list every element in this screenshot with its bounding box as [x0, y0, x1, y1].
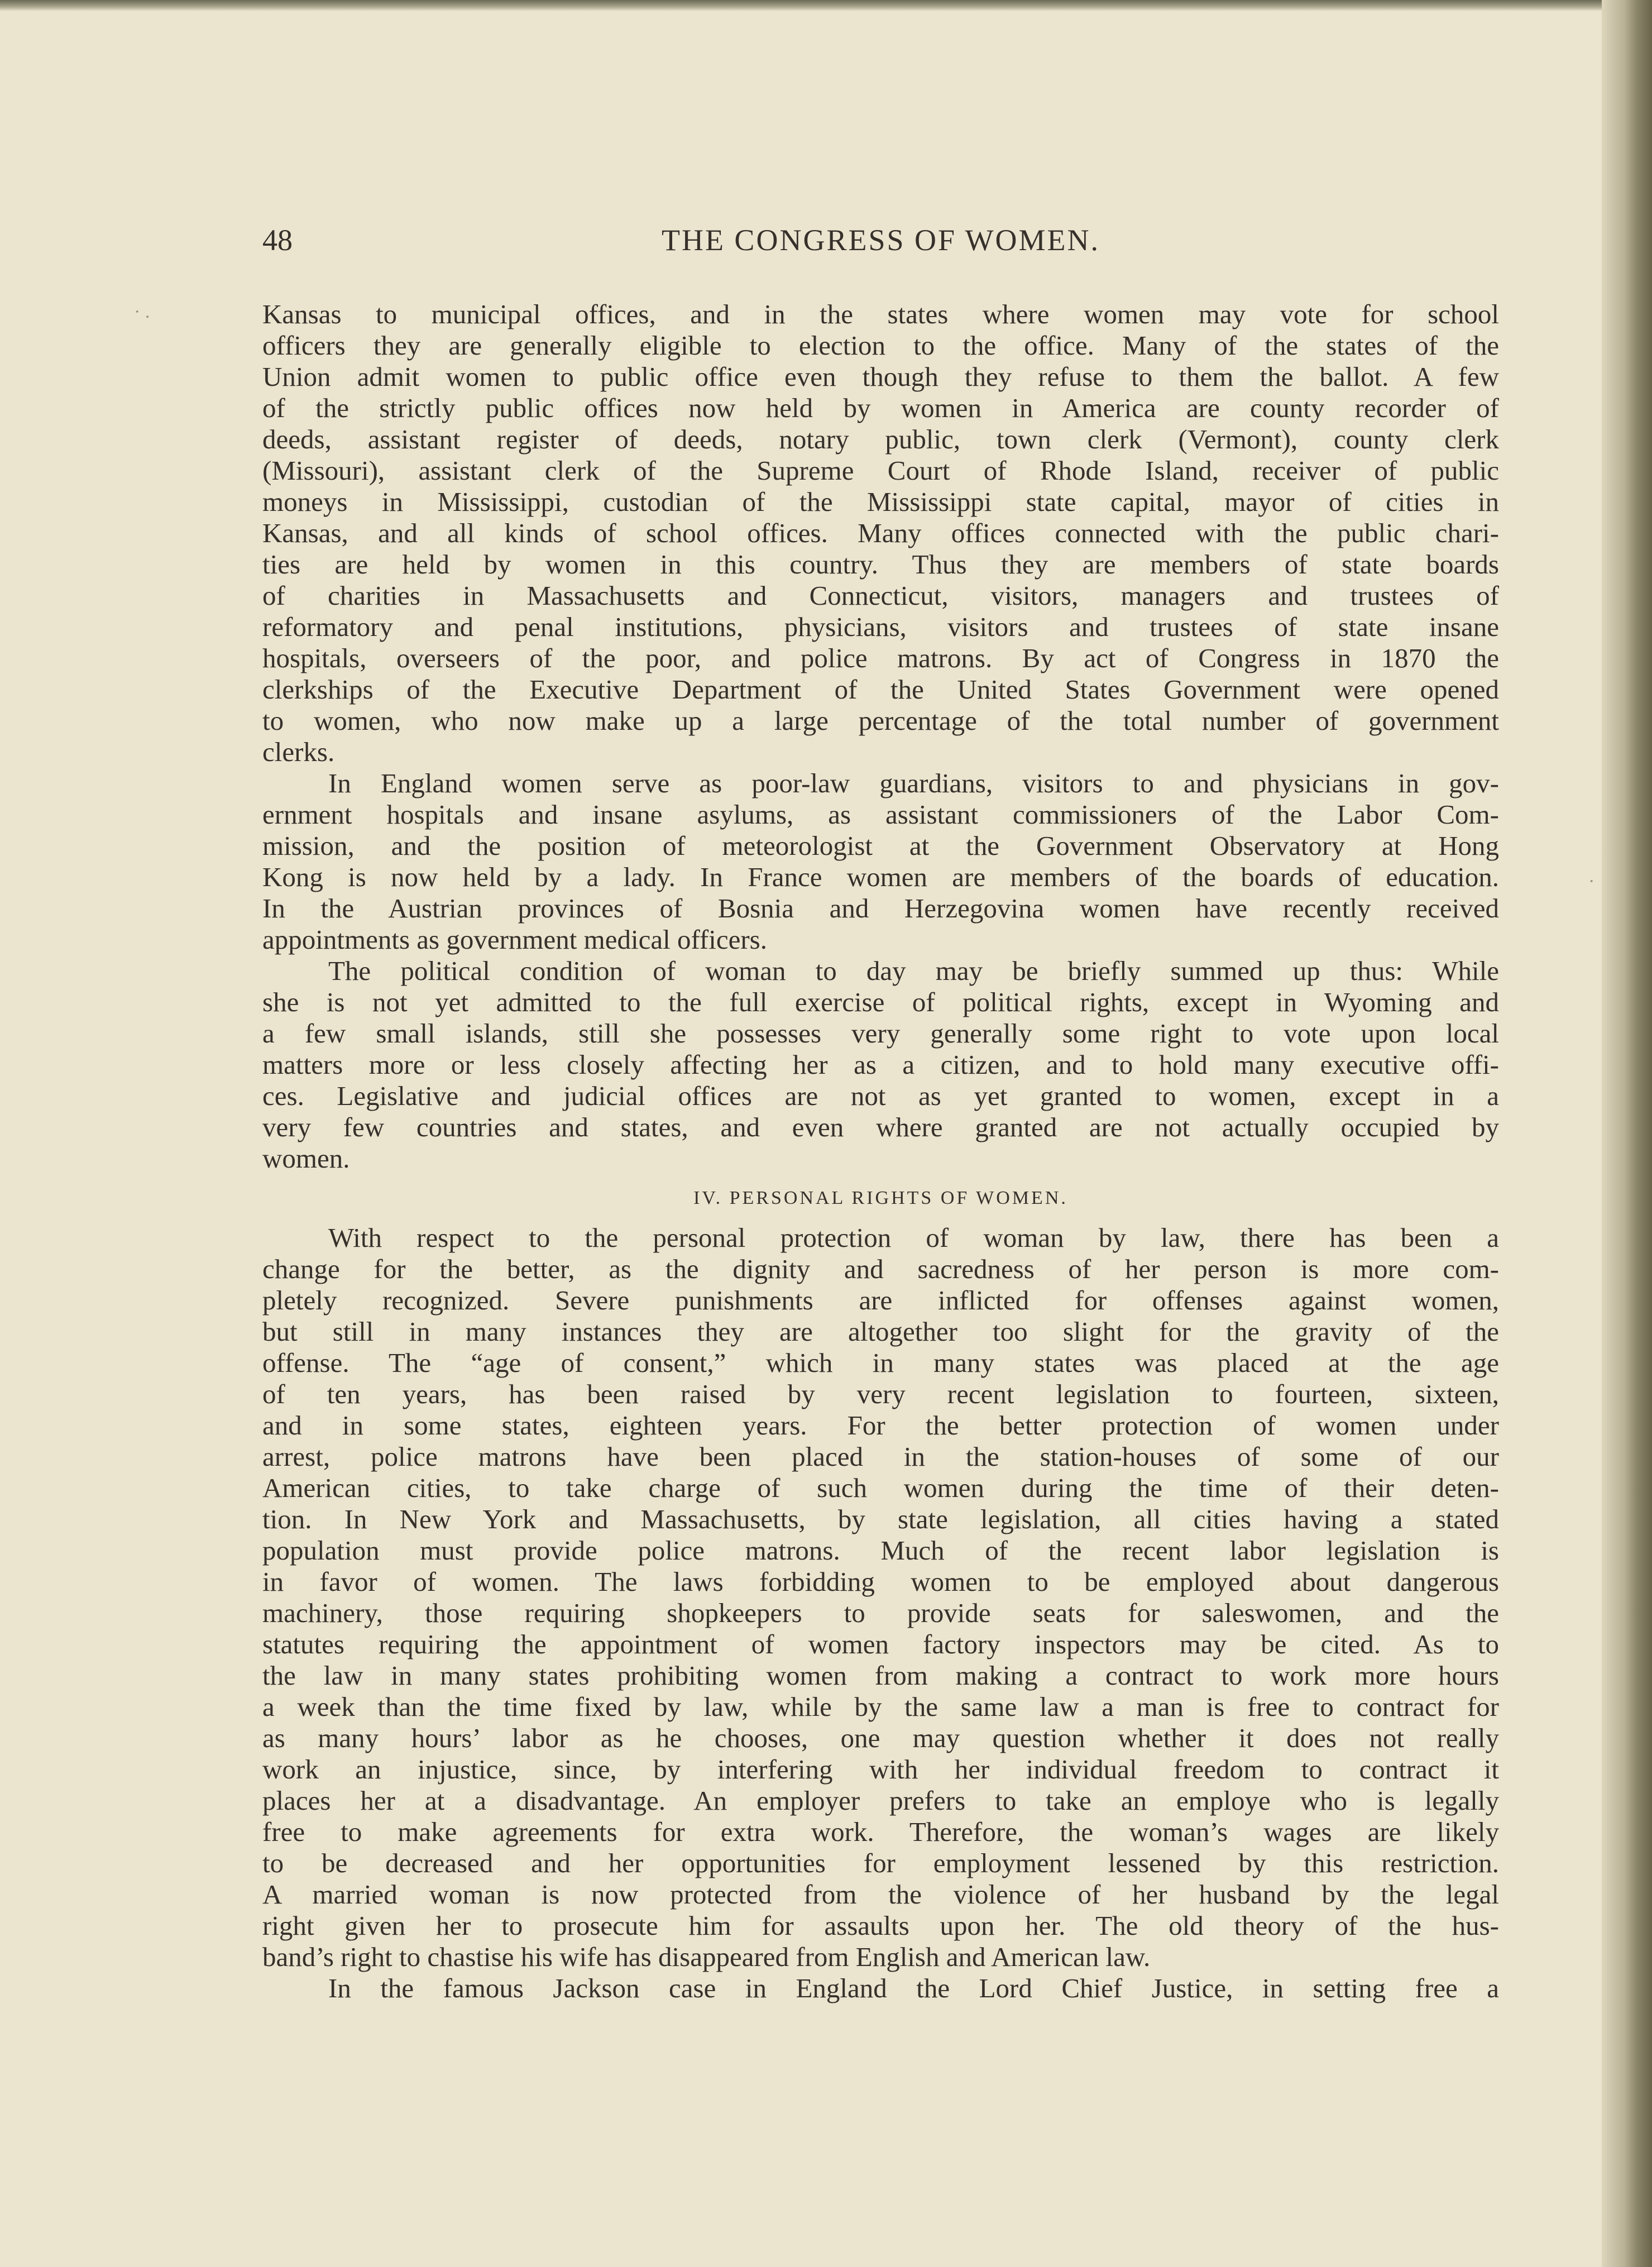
text-line: work an injustice, since, by interfering with her individual freedom to contract it: [262, 1754, 1499, 1785]
text-line: band’s right to chastise his wife has disappeared from English and American law.: [262, 1941, 1151, 1972]
text-line: a few small islands, still she possesses very generally some right to vote upon local: [262, 1018, 1499, 1049]
text-line: women.: [262, 1143, 350, 1174]
text-line: as many hours’ labor as he chooses, one may question whether it does not really: [262, 1723, 1499, 1753]
text-line: officers they are generally eligible to election to the office. Many of the states of the: [262, 330, 1499, 361]
running-title: THE CONGRESS OF WOMEN.: [661, 223, 1100, 257]
text-line: machinery, those requiring shopkeepers to provide seats for saleswomen, and the: [262, 1598, 1499, 1628]
text-line: Kong is now held by a lady. In France women are members of the boards of education.: [262, 862, 1499, 892]
text-line: ces. Legislative and judicial offices are not as yet granted to women, except in a: [262, 1080, 1499, 1111]
margin-mark: ·: [1588, 871, 1595, 892]
text-line: change for the better, as the dignity and sacredness of her person is more com-: [262, 1254, 1499, 1284]
text-line: statutes requiring the appointment of women factory inspectors may be cited. As to: [262, 1629, 1499, 1659]
book-spine-edge: [1602, 0, 1652, 2267]
page-header: [262, 221, 1499, 260]
text-line: population must provide police matrons. Much of the recent labor legislation is: [262, 1535, 1499, 1566]
margin-mark: · .: [134, 302, 150, 322]
text-line: free to make agreements for extra work. Therefore, the woman’s wages are likely: [262, 1816, 1499, 1847]
text-line: of ten years, has been raised by very recent legislation to fourteen, sixteen,: [262, 1379, 1499, 1409]
text-line: (Missouri), assistant clerk of the Supreme Court of Rhode Island, receiver of public: [262, 455, 1499, 486]
text-line: In England women serve as poor-law guardians, visitors to and physicians in gov-: [328, 768, 1499, 798]
text-line: American cities, to take charge of such women during the time of their deten-: [262, 1472, 1499, 1503]
text-line: offense. The “age of consent,” which in many states was placed at the age: [262, 1347, 1499, 1378]
section-heading: IV. PERSONAL RIGHTS OF WOMEN.: [693, 1188, 1068, 1208]
text-line: reformatory and penal institutions, physicians, visitors and trustees of state insane: [262, 611, 1499, 642]
text-line: to be decreased and her opportunities for employment lessened by this restriction.: [262, 1848, 1499, 1878]
text-line: clerks.: [262, 736, 335, 767]
page-number: 48: [262, 223, 293, 257]
text-line: Union admit women to public office even though they refuse to them the ballot. A few: [262, 361, 1499, 392]
text-line: but still in many instances they are altogether too slight for the gravity of the: [262, 1316, 1499, 1347]
text-line: hospitals, overseers of the poor, and police matrons. By act of Congress in 1870 the: [262, 643, 1499, 673]
page-top-edge: [0, 0, 1652, 11]
text-block-personal-rights: [262, 1222, 1499, 2004]
text-line: matters more or less closely affecting her as a citizen, and to hold many executive offi-: [262, 1049, 1499, 1080]
text-line: Kansas to municipal offices, and in the states where women may vote for school: [262, 299, 1499, 329]
text-line: moneys in Mississippi, custodian of the Mississippi state capital, mayor of cities in: [262, 486, 1499, 517]
text-line: appointments as government medical officers.: [262, 924, 767, 955]
text-line: places her at a disadvantage. An employer prefers to take an employe who is legally: [262, 1785, 1499, 1816]
text-line: A married woman is now protected from the violence of her husband by the legal: [262, 1879, 1499, 1910]
text-line: clerkships of the Executive Department of the United States Government were opened: [262, 674, 1499, 705]
text-line: ties are held by women in this country. Thus they are members of state boards: [262, 549, 1499, 580]
text-line: she is not yet admitted to the full exercise of political rights, except in Wyoming and: [262, 987, 1499, 1017]
text-line: of charities in Massachusetts and Connecticut, visitors, managers and trustees of: [262, 580, 1499, 611]
text-line: deeds, assistant register of deeds, notary public, town clerk (Vermont), county clerk: [262, 424, 1499, 455]
text-line: pletely recognized. Severe punishments are inflicted for offenses against women,: [262, 1285, 1499, 1316]
text-line: in favor of women. The laws forbidding women to be employed about dangerous: [262, 1566, 1499, 1597]
text-line: In the Austrian provinces of Bosnia and Herzegovina women have recently received: [262, 893, 1499, 924]
text-line: arrest, police matrons have been placed in the station-houses of some of our: [262, 1441, 1499, 1472]
text-block-political: [262, 299, 1499, 1174]
text-line: right given her to prosecute him for assaults upon her. The old theory of the hus-: [262, 1910, 1499, 1941]
text-line: the law in many states prohibiting women from making a contract to work more hours: [262, 1660, 1499, 1691]
text-line: Kansas, and all kinds of school offices. Many offices connected with the public chari-: [262, 518, 1499, 548]
body-text: [262, 299, 1499, 2004]
text-line: tion. In New York and Massachusetts, by state legislation, all cities having a stated: [262, 1504, 1499, 1534]
text-line: to women, who now make up a large percentage of the total number of government: [262, 705, 1499, 736]
text-line: In the famous Jackson case in England the Lord Chief Justice, in setting free a: [328, 1973, 1499, 2003]
text-line: of the strictly public offices now held by women in America are county recorder of: [262, 393, 1499, 423]
text-line: With respect to the personal protection of woman by law, there has been a: [328, 1222, 1499, 1253]
text-line: The political condition of woman to day may be briefly summed up thus: While: [328, 955, 1499, 986]
text-line: very few countries and states, and even where granted are not actually occupied by: [262, 1112, 1499, 1142]
text-line: ernment hospitals and insane asylums, as assistant commissioners of the Labor Com-: [262, 799, 1499, 830]
text-line: and in some states, eighteen years. For the better protection of women under: [262, 1410, 1499, 1441]
text-line: mission, and the position of meteorologist at the Government Observatory at Hong: [262, 830, 1499, 861]
text-line: a week than the time fixed by law, while by the same law a man is free to contract for: [262, 1691, 1499, 1722]
